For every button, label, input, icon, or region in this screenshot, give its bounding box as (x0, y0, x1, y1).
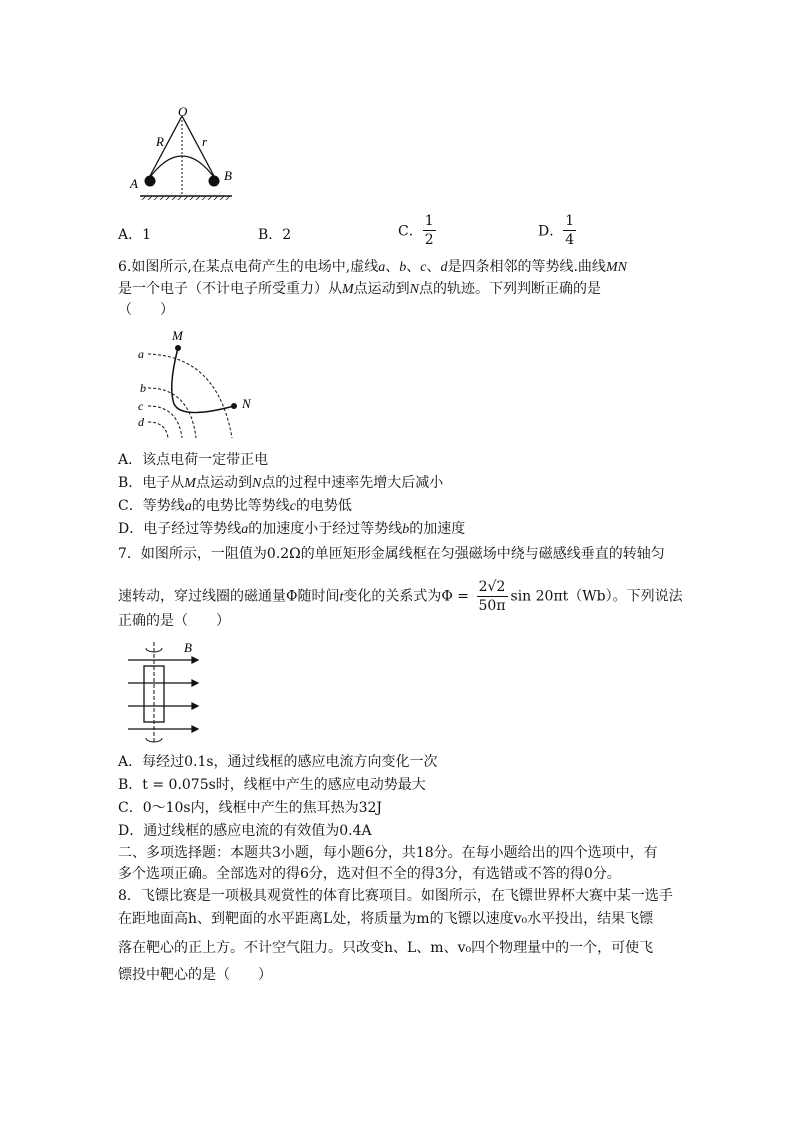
q6-option-d[interactable]: D．电子经过等势线a的加速度小于经过等势线b的加速度 (118, 521, 466, 537)
figure-q7 (124, 638, 204, 748)
q8-stem-line3: 落在靶心的正上方。不计空气阻力。只改变h、L、m、v₀四个物理量中的一个，可使飞 (118, 940, 654, 956)
fig5-label-r: r (202, 134, 208, 149)
q8-stem-line1: 8．飞镖比赛是一项极具观赏性的体育比赛项目。如图所示，在飞镖世界杯大赛中某一选手 (118, 888, 673, 904)
q7-option-c[interactable]: C．0～10s内，线框中产生的焦耳热为32J (118, 800, 383, 816)
q6-stem-paren: （ ） (118, 302, 174, 318)
q7-option-d[interactable]: D．通过线框的感应电流的有效值为0.4A (118, 823, 372, 839)
fig5-label-R: R (156, 134, 164, 149)
fig5-label-O: O (178, 104, 188, 119)
fig6-label-a: a (138, 347, 144, 361)
fig5-label-A: A (130, 176, 138, 191)
q6-stem-line2: 是一个电子（不计电子所受重力）从M点运动到N点的轨迹。下列判断正确的是 (118, 281, 602, 297)
q8-stem-line2: 在距地面高h、到靶面的水平距离L处，将质量为m的飞镖以速度v₀水平投出，结果飞镖 (118, 911, 654, 927)
q8-stem-line4: 镖投中靶心的是（ ） (118, 967, 272, 983)
q6-option-c[interactable]: C．等势线a的电势比等势线c的电势低 (118, 498, 352, 514)
q7-stem-line2: 速转动，穿过线圈的磁通量Φ随时间t变化的关系式为Φ = $\frac{2√2}{50\pi}$ sin 20πt（Wb）。下列说法 (118, 579, 683, 614)
q7-option-b[interactable]: B．t = 0.075s时，线框中产生的感应电动势最大 (118, 777, 426, 793)
q6-option-b[interactable]: B．电子从M点运动到N点的过程中速率先增大后减小 (118, 475, 444, 491)
fig5-label-B: B (224, 168, 232, 183)
q5-option-b[interactable]: B．2 (258, 227, 292, 243)
fig6-label-d: d (138, 415, 144, 429)
fig6-label-M: M (172, 328, 183, 343)
q5-option-a[interactable]: A．1 (118, 227, 152, 243)
q6-option-a[interactable]: A．该点电荷一定带正电 (118, 452, 269, 468)
q6-stem-line1: 6.如图所示,在某点电荷产生的电场中,虚线a、b、c、d是四条相邻的等势线.曲线MN (118, 259, 627, 275)
fig6-label-N: N (242, 396, 251, 411)
section2-line2: 多个选项正确。全部选对的得6分，选对但不全的得3分，有选错或不答的得0分。 (118, 866, 621, 882)
q5-option-d[interactable]: D． $\frac{1}{4}$ (538, 213, 575, 248)
section2-line1: 二、多项选择题：本题共3小题，每小题6分，共18分。在每小题给出的四个选项中，有 (118, 845, 658, 861)
fig7-label-B: B (184, 640, 192, 655)
figure-q6 (130, 326, 270, 442)
figure-q5 (118, 96, 248, 206)
q7-stem-line1: 7．如图所示，一阻值为0.2Ω的单匝矩形金属线框在匀强磁场中绕与磁感线垂直的转轴匀 (118, 546, 665, 562)
fig6-label-b: b (140, 381, 146, 395)
q7-option-a[interactable]: A．每经过0.1s，通过线框的感应电流方向变化一次 (118, 754, 438, 770)
fig6-label-c: c (138, 399, 144, 413)
q7-stem-line3: 正确的是（ ） (118, 613, 230, 629)
q5-option-c[interactable]: C． $\frac{1}{2}$ (398, 213, 434, 248)
